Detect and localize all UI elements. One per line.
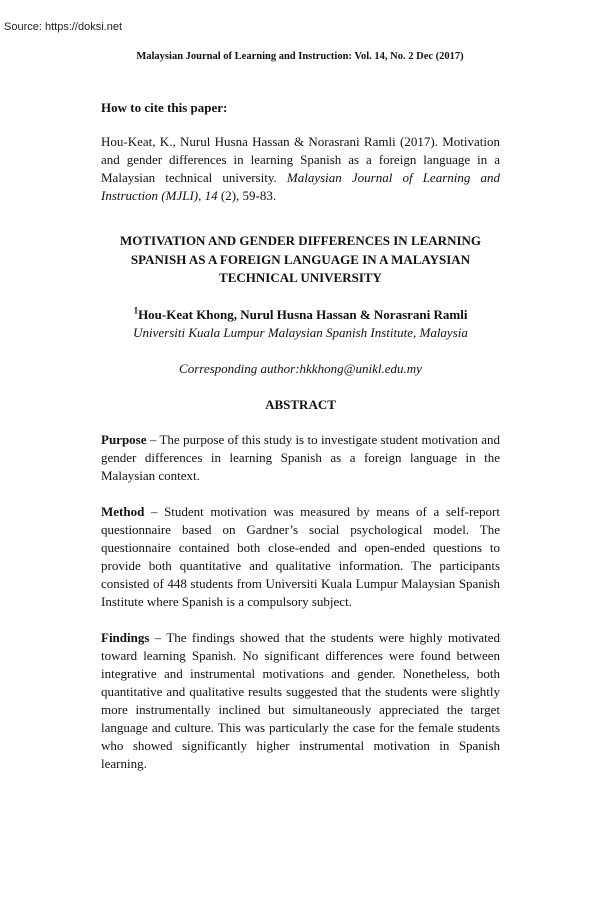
citation-issue: (2), 59-83. [217, 188, 277, 203]
journal-header: Malaysian Journal of Learning and Instruction: Vol. 14, No. 2 Dec (2017) [136, 51, 464, 62]
affiliation: Universiti Kuala Lumpur Malaysian Spanish Institute, Malaysia [133, 324, 468, 340]
citation [101, 133, 500, 205]
findings-text: – The findings showed that the students were highly motivated toward learning Spanish. No significant differences were found between integrative and instrumental motivations and gender. Nonetheless, both quantitative and qualitative results suggested that the students were slightly more instrumentally inclined but simultaneously appreciated the target language and culture. This was particularly the case for the female students who showed significantly higher instrumental motivation in Spanish learning. [101, 629, 500, 771]
method-text: – Student motivation was measured by means of a self-report questionnaire based on Gardner’s social psychological model. The questionnaire contained both close-ended and open-ended questions to provide both quantitative and qualitative information. The participants consisted of 448 students from Universiti Kuala Lumpur Malaysian Spanish Institute where Spanish is a compulsory subject. [101, 503, 500, 609]
citation-journal: Malaysian Journal of Learning and Instruction (MJLI), 14 [101, 170, 501, 203]
abstract-heading: ABSTRACT [265, 396, 336, 412]
abstract-findings [101, 629, 500, 773]
abstract-method [101, 503, 500, 611]
paper-title: MOTIVATION AND GENDER DIFFERENCES IN LEARNING SPANISH AS A FOREIGN LANGUAGE IN A MALAYSIAN TECHNICAL UNIVERSITY [119, 233, 482, 285]
corresponding-author: Corresponding author:hkkhong@unikl.edu.my [179, 360, 422, 376]
purpose-text: – The purpose of this study is to investigate student motivation and gender differences in learning Spanish as a foreign language in the Malaysian context. [101, 431, 500, 483]
authors-line [101, 306, 500, 324]
purpose-label: Purpose [101, 431, 147, 447]
findings-label: Findings [101, 629, 150, 645]
cite-heading: How to cite this paper: [101, 100, 228, 115]
citation-authors: Hou-Keat, K., Nurul Husna Hassan & Norasrani Ramli (2017). Motivation and gender differences in learning Spanish as a foreign language in a Malaysian technical university. [101, 134, 500, 185]
source-label: Source: https://doksi.net [4, 21, 123, 33]
method-label: Method [101, 503, 145, 519]
authors: Hou-Keat Khong, Nurul Husna Hassan & Norasrani Ramli [138, 306, 468, 322]
author-superscript: 1 [133, 305, 139, 316]
paper-page [101, 99, 500, 791]
abstract-purpose [101, 431, 500, 485]
